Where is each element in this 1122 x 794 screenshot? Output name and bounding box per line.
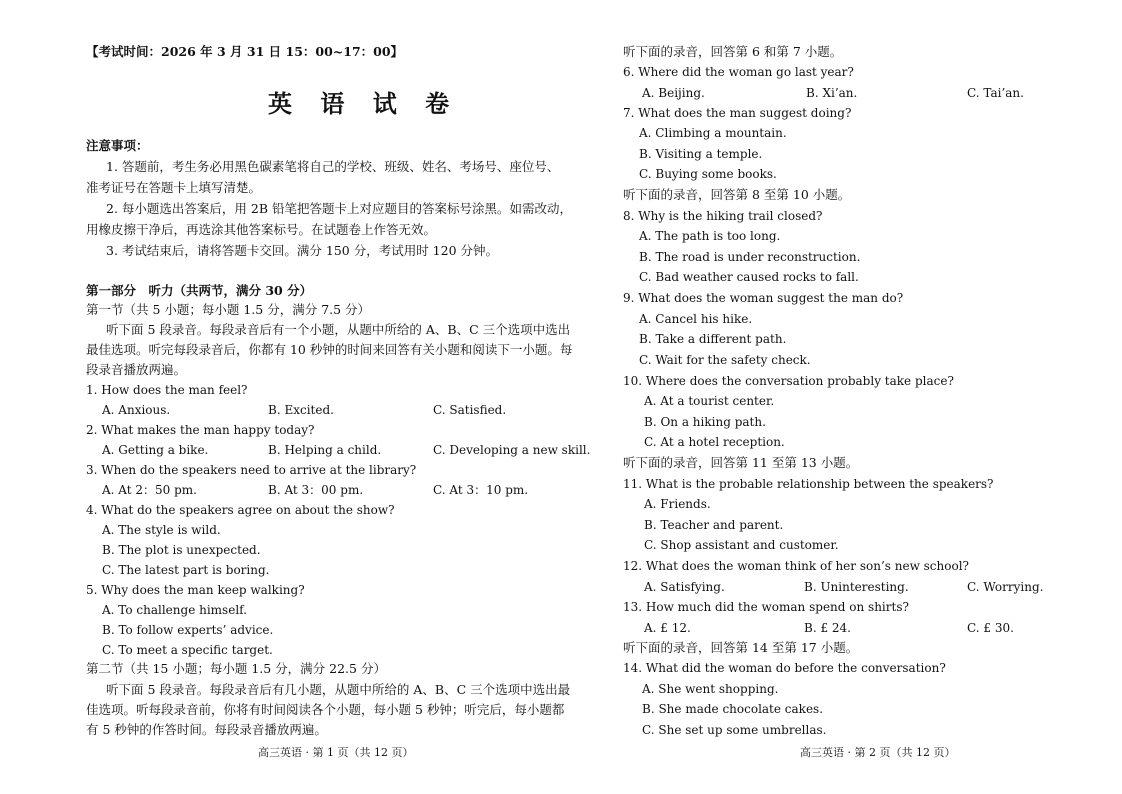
option-a: A. Climbing a mountain. (639, 126, 787, 140)
note-line: 用橡皮擦干净后，再选涂其他答案标号。在试题卷上作答无效。 (86, 222, 437, 237)
section2-intro: 有 5 秒钟的作答时间。每段录音播放两遍。 (86, 722, 327, 737)
option-b: B. Take a different path. (639, 332, 787, 346)
option-a: A. She went shopping. (642, 682, 779, 696)
option-c: C. She set up some umbrellas. (642, 723, 827, 737)
option-b: B. Excited. (268, 403, 334, 417)
listening-direction: 听下面的录音，回答第 8 至第 10 小题。 (623, 187, 851, 202)
option-a: A. £ 12. (644, 621, 691, 635)
option-c: C. At 3：10 pm. (433, 483, 529, 497)
option-a: A. Friends. (644, 497, 711, 511)
section1-intro: 段录音播放两遍。 (86, 362, 187, 377)
option-a: A. At a tourist center. (644, 394, 775, 408)
section2-intro: 听下面 5 段录音。每段录音后有几小题，从题中所给的 A、B、C 三个选项中选出最 (106, 682, 571, 697)
option-c: C. Bad weather caused rocks to fall. (639, 270, 859, 284)
question-5: 5. Why does the man keep walking? (86, 583, 305, 597)
option-c: C. Developing a new skill. (433, 443, 591, 457)
listening-direction: 听下面的录音，回答第 14 至第 17 小题。 (623, 640, 859, 655)
option-c: C. Buying some books. (639, 167, 777, 181)
option-b: B. On a hiking path. (644, 415, 766, 429)
option-a: A. To challenge himself. (102, 603, 247, 617)
exam-time: 【考试时间：2026 年 3 月 31 日 15：00~17：00】 (86, 44, 404, 59)
option-a: A. Satisfying. (644, 580, 725, 594)
notes-heading: 注意事项： (86, 138, 149, 153)
option-b: B. Uninteresting. (804, 580, 909, 594)
option-b: B. The plot is unexpected. (102, 543, 261, 557)
option-b: B. At 3：00 pm. (268, 483, 364, 497)
page-footer: 高三英语 · 第 1 页（共 12 页） (258, 746, 414, 759)
option-c: C. £ 30. (967, 621, 1014, 635)
option-a: A. Beijing. (642, 86, 705, 100)
option-c: C. Tai’an. (967, 86, 1024, 100)
question-13: 13. How much did the woman spend on shirts? (623, 600, 909, 614)
option-b: B. To follow experts’ advice. (102, 623, 274, 637)
option-b: B. The road is under reconstruction. (639, 250, 861, 264)
option-c: C. Worrying. (967, 580, 1044, 594)
option-a: A. Getting a bike. (102, 443, 209, 457)
option-b: B. She made chocolate cakes. (642, 702, 824, 716)
section1-intro: 最佳选项。听完每段录音后，你都有 10 秒钟的时间来回答有关小题和阅读下一小题。每 (86, 342, 573, 357)
option-c: C. To meet a specific target. (102, 643, 273, 657)
question-7: 7. What does the man suggest doing? (623, 106, 852, 120)
part1-heading: 第一部分 听力（共两节，满分 30 分） (86, 283, 313, 298)
note-line: 2. 每小题选出答案后，用 2B 铅笔把答题卡上对应题目的答案标号涂黑。如需改动， (106, 201, 572, 216)
question-4: 4. What do the speakers agree on about the show? (86, 503, 395, 517)
question-12: 12. What does the woman think of her son’s new school? (623, 559, 969, 573)
question-1: 1. How does the man feel? (86, 383, 248, 397)
note-line: 3. 考试结束后，请将答题卡交回。满分 150 分，考试用时 120 分钟。 (106, 243, 499, 258)
option-c: C. At a hotel reception. (644, 435, 785, 449)
option-a: A. The path is too long. (639, 229, 781, 243)
question-3: 3. When do the speakers need to arrive at the library? (86, 463, 417, 477)
note-line: 准考证号在答题卡上填写清楚。 (86, 180, 262, 195)
note-line: 1. 答题前，考生务必用黑色碳素笔将自己的学校、班级、姓名、考场号、座位号、 (106, 159, 560, 174)
option-c: C. Wait for the safety check. (639, 353, 811, 367)
option-b: B. Xi’an. (806, 86, 858, 100)
option-b: B. Helping a child. (268, 443, 382, 457)
option-a: A. The style is wild. (102, 523, 221, 537)
section1-intro: 听下面 5 段录音。每段录音后有一个小题，从题中所给的 A、B、C 三个选项中选出 (106, 322, 571, 337)
section1-heading: 第一节（共 5 小题；每小题 1.5 分，满分 7.5 分） (86, 302, 371, 317)
option-a: A. Cancel his hike. (639, 312, 753, 326)
option-b: B. Visiting a temple. (639, 147, 763, 161)
section2-heading: 第二节（共 15 小题；每小题 1.5 分，满分 22.5 分） (86, 661, 386, 676)
section2-intro: 佳选项。听每段录音前，你将有时间阅读各个小题，每小题 5 秒钟；听完后，每小题都 (86, 702, 565, 717)
listening-direction: 听下面的录音，回答第 6 和第 7 小题。 (623, 44, 843, 59)
option-c: C. Shop assistant and customer. (644, 538, 839, 552)
question-8: 8. Why is the hiking trail closed? (623, 209, 823, 223)
page-footer: 高三英语 · 第 2 页（共 12 页） (800, 746, 956, 759)
question-2: 2. What makes the man happy today? (86, 423, 315, 437)
option-b: B. £ 24. (804, 621, 851, 635)
page-right (600, 0, 1122, 794)
option-c: C. The latest part is boring. (102, 563, 270, 577)
option-b: B. Teacher and parent. (644, 518, 784, 532)
question-9: 9. What does the woman suggest the man do? (623, 291, 904, 305)
option-a: A. Anxious. (102, 403, 171, 417)
page-title: 英 语 试 卷 (268, 89, 460, 118)
option-a: A. At 2：50 pm. (102, 483, 197, 497)
question-6: 6. Where did the woman go last year? (623, 65, 854, 79)
listening-direction: 听下面的录音，回答第 11 至第 13 小题。 (623, 455, 859, 470)
question-11: 11. What is the probable relationship between the speakers? (623, 477, 994, 491)
question-10: 10. Where does the conversation probably take place? (623, 374, 954, 388)
option-c: C. Satisfied. (433, 403, 507, 417)
question-14: 14. What did the woman do before the conversation? (623, 661, 946, 675)
